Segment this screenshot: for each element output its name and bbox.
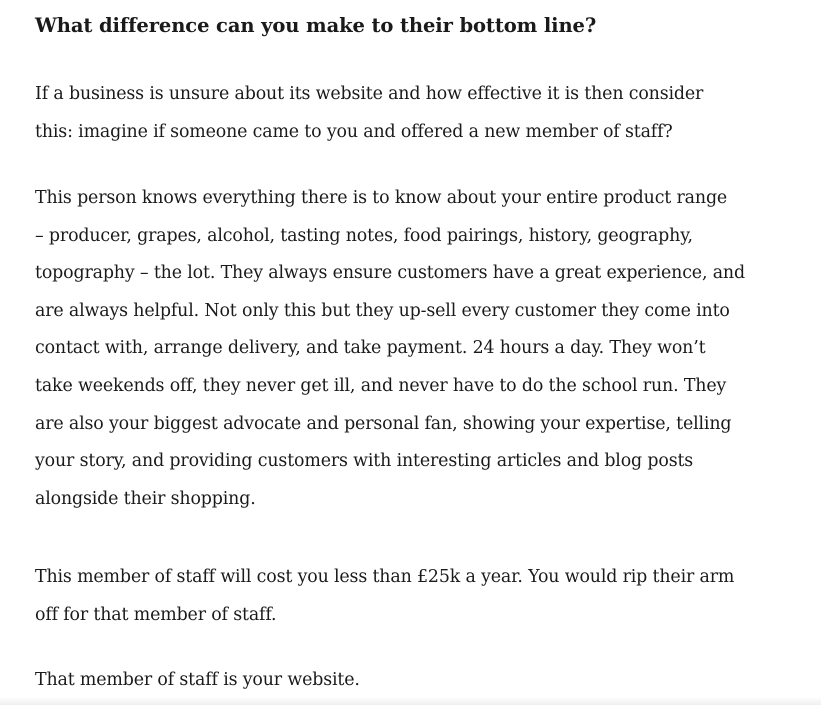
paragraph-line: topography – the lot. They always ensure customers have a great experience, and [35, 263, 745, 284]
paragraph-line: this: imagine if someone came to you and offered a new member of staff? [35, 121, 673, 142]
paragraph-line: alongside their shopping. [35, 488, 256, 509]
paragraph-line: your story, and providing customers with interesting articles and blog posts [35, 451, 694, 472]
paragraph-line: This member of staff will cost you less than £25k a year. You would rip their arm [35, 567, 735, 587]
paragraph-conclusion [35, 662, 805, 700]
paragraph-line: take weekends off, they never get ill, and never have to do the school run. They [35, 375, 727, 396]
paragraph-website-effectiveness [35, 76, 805, 151]
paragraph-line: are also your biggest advocate and personal fan, showing your expertise, telling [35, 413, 732, 434]
paragraph-line: – producer, grapes, alcohol, tasting notes, food pairings, history, geography, [35, 225, 693, 246]
paragraph-line: are always helpful. Not only this but they up-sell every customer they come into [35, 300, 730, 321]
section-heading: What difference can you make to their bottom line? [35, 14, 597, 37]
paragraph-line: contact with, arrange delivery, and take payment. 24 hours a day. They won’t [35, 338, 706, 359]
paragraph-ideal-staff [35, 180, 805, 518]
paragraph-line: off for that member of staff. [35, 604, 277, 625]
paragraph-line: If a business is unsure about its website and how effective it is then consider [35, 84, 704, 104]
paragraph-staff-cost [35, 559, 805, 634]
paragraph-line: That member of staff is your website. [35, 670, 360, 690]
paragraph-line: This person knows everything there is to know about your entire product range [35, 188, 728, 208]
bottom-edge-fade [0, 697, 821, 705]
